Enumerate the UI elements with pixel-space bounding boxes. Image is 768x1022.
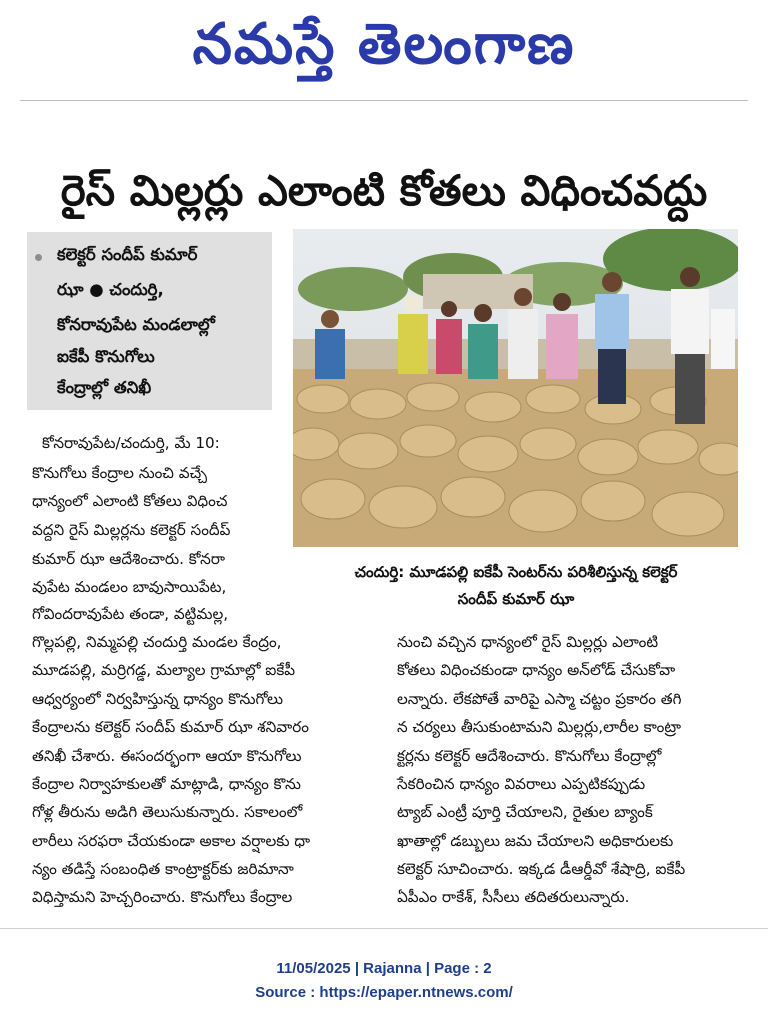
footer-source: Source : https://epaper.ntnews.com/	[255, 984, 513, 1001]
body-line: కోనరావుపేట/చందుర్తి, మే 10:	[42, 434, 220, 452]
photo-caption	[300, 559, 732, 613]
highlight-line: కేంద్రాల్లో తనిఖీ	[57, 378, 152, 397]
body-line: ఆధ్వర్యంలో నిర్వహిస్తున్న ధాన్యం కొనుగోలు	[32, 690, 284, 708]
body-line: గోవిందరావుపేట తండా, వట్టిమల్ల,	[32, 605, 229, 623]
body-line: కోతలు విధించకుండా ధాన్యం అన్‌లోడ్ చేసుకోవా	[397, 661, 676, 679]
body-line: కేంద్రాల నిర్వాహకులతో మాట్లాడి, ధాన్యం కొను	[32, 775, 301, 793]
body-line: కుమార్ ఝా ఆదేశించారు. కోనరా	[32, 550, 225, 568]
article-headline: రైస్ మిల్లర్లు ఎలాంటి కోతలు విధించవద్దు	[60, 166, 708, 215]
body-line: నుంచి వచ్చిన ధాన్యంలో రైస్ మిల్లర్లు ఎలాంటి	[397, 633, 659, 651]
body-line: కొనుగోలు కేంద్రాల నుంచి వచ్చే	[32, 464, 207, 482]
body-line: ట్యాబ్ ఎంట్రీ పూర్తి చేయాలని, రైతుల బ్యాంక్	[397, 803, 653, 821]
body-line: లారీలు సరఫరా చేయకుండా అకాల వర్షాలకు ధా	[32, 832, 311, 850]
body-line: కేంద్రాలను కలెక్టర్ సందీప్ కుమార్ ఝా శనివారం	[32, 718, 309, 736]
body-line: గోళ్ల తీరును అడిగి తెలుసుకున్నారు. సకాలంలో	[32, 803, 303, 821]
highlight-bullet-icon	[35, 254, 42, 261]
footer-divider	[0, 928, 768, 929]
body-line: న చర్యలు తీసుకుంటామని మిల్లర్లు,లారీల కాంట్రా	[397, 718, 681, 736]
footer-edition-info: 11/05/2025 | Rajanna | Page : 2	[276, 960, 492, 977]
highlight-line: ఐకేపీ కొనుగోలు	[57, 347, 155, 366]
masthead	[0, 0, 768, 90]
news-photo	[293, 229, 738, 547]
masthead-divider	[20, 100, 748, 101]
photo-illustration	[293, 229, 738, 547]
masthead-title: నమస్తే తెలంగాణ	[192, 11, 576, 77]
body-line: లన్నారు. లేకపోతే వారిపై ఎస్మా చట్టం ప్రకారం తగి	[397, 690, 682, 708]
body-line: తనిఖీ చేశారు. ఈసందర్భంగా ఆయా కొనుగోలు	[32, 747, 302, 765]
body-line: న్యం తడిస్తే సంబంధిత కాంట్రాక్టర్‌కు జరిమానా	[32, 860, 294, 878]
body-line: ఖాతాల్లో డబ్బులు జమ చేయాలని అధికారులకు	[397, 832, 674, 850]
body-line: ఏపీఎం రాకేశ్, సీసీలు తదితరులున్నారు.	[397, 888, 630, 906]
highlight-line: కోనరావుపేట మండలాల్లో	[57, 315, 215, 334]
body-line: ధాన్యంలో ఎలాంటి కోతలు విధించ	[32, 492, 228, 510]
body-line: మూడపల్లి, మర్రిగడ్డ, మల్యాల గ్రామాల్లో ఐకేపీ	[32, 661, 296, 679]
body-line: విధిస్తామని హెచ్చరించారు. కొనుగోలు కేంద్రాల	[32, 888, 293, 906]
body-line: క్టర్లను కలెక్టర్ ఆదేశించారు. కొనుగోలు కేంద్రాల్లో	[397, 747, 662, 765]
body-line: వద్దని రైస్ మిల్లర్లను కలెక్టర్ సందీప్	[32, 521, 231, 539]
body-line: సేకరించిన ధాన్యం వివరాలు ఎప్పటికప్పుడు	[397, 775, 646, 793]
highlight-line: ఝా ● చందుర్తి,	[57, 280, 164, 299]
body-line: కలెక్టర్ సూచించారు. ఇక్కడ డీఆర్డీవో శేషాద్రి, ఐకేపీ	[397, 860, 686, 878]
highlight-line: కలెక్టర్ సందీప్ కుమార్	[57, 245, 198, 264]
body-line: గొల్లపల్లి, నిమ్మపల్లి చందుర్తి మండల కేంద్రం,	[32, 633, 282, 651]
body-line: వుపేట మండలం బావుసాయిపేట,	[32, 578, 227, 596]
caption-line: సందీప్ కుమార్ ఝా	[457, 590, 575, 608]
caption-line: చందుర్తి: మూడపల్లి ఐకేపీ సెంటర్‌ను పరిశీలిస్తున్న కలెక్టర్	[354, 563, 678, 581]
